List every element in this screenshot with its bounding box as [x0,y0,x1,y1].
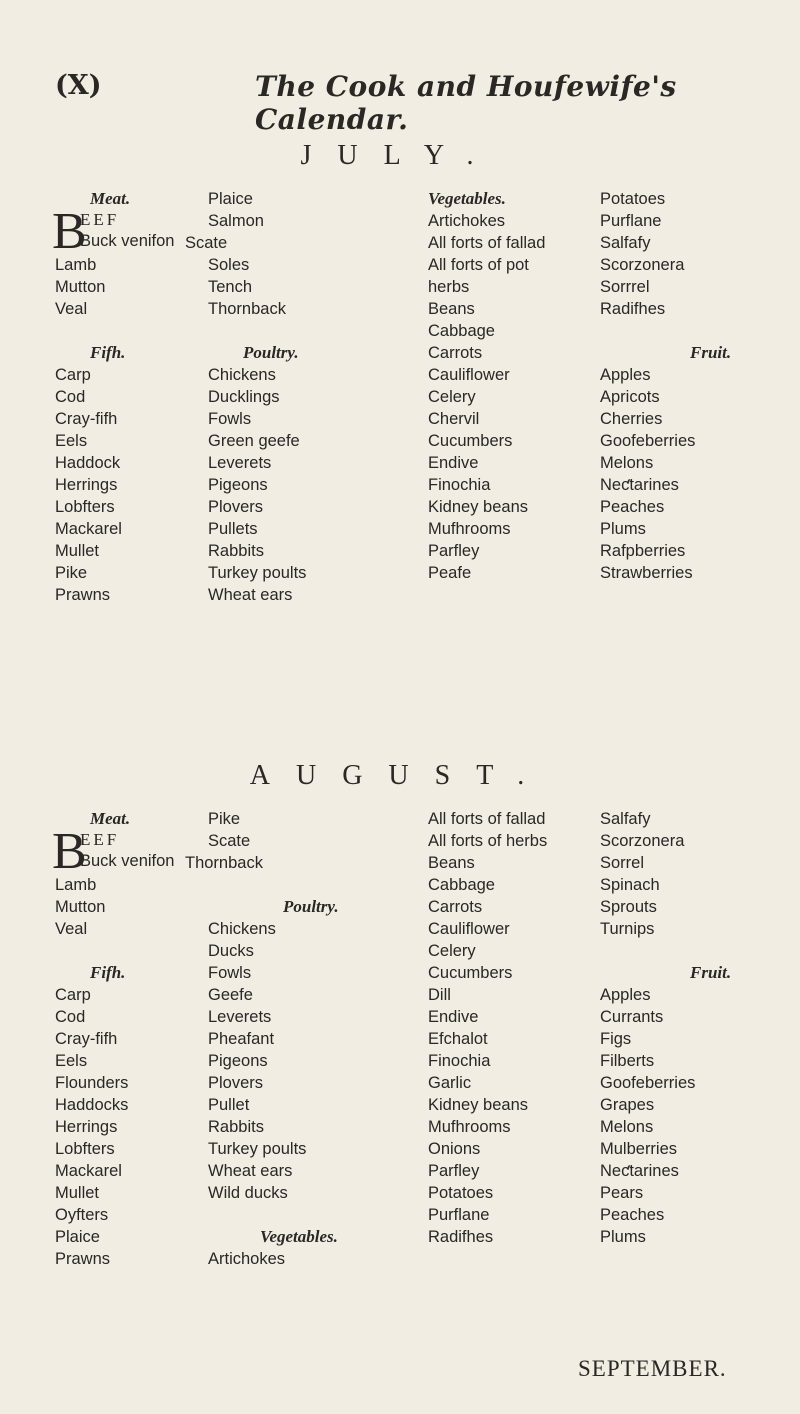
list-item: All forts of fallad [428,810,546,828]
july-beef: EEF [80,210,120,229]
july-fish-list [55,364,130,606]
list-item: Cabbage [428,322,495,340]
august-vegetables-list-2 [600,808,731,940]
august-fish-poultry-column [185,808,339,1270]
list-item: Herrings [55,1118,118,1136]
page-number: (X) [55,70,102,101]
list-item: Plums [600,1228,646,1246]
list-item: Endive [428,1008,479,1026]
list-item: All forts of herbs [428,832,548,850]
august-vegetables-column [428,808,547,1248]
august-vegetables-heading-2: Vegetables. [260,1227,338,1246]
list-item: Eels [55,1052,88,1070]
july-buck-venison: Buck venifon [80,232,175,250]
list-item: Salmon [208,212,264,230]
july-vegetables-list [428,210,545,584]
list-item: Fowls [208,964,252,982]
list-item: Ducks [208,942,254,960]
page-header [55,70,750,136]
list-item: Turkey poults [208,1140,307,1158]
august-fish-list [55,984,130,1270]
list-item: Mackarel [55,520,122,538]
list-item: Neƈtarines [600,1162,679,1180]
list-item: Carrots [428,344,483,362]
list-item: Radifhes [600,300,666,318]
list-item: Radifhes [428,1228,494,1246]
list-item: Peaches [600,498,665,516]
list-item: Cucumbers [428,964,513,982]
july-fish-heading: Fifh. [90,343,126,362]
list-item: Mulberries [600,1140,678,1158]
list-item: herbs [428,278,470,296]
list-item: Beans [428,854,475,872]
list-item: Pike [208,810,241,828]
list-item: Pullets [208,520,258,538]
list-item: Artichokes [428,212,506,230]
list-item: Scorzonera [600,832,685,850]
list-item: Neƈtarines [600,476,679,494]
list-item: Ducklings [208,388,280,406]
list-item: Goofeberries [600,432,696,450]
list-item: Wheat ears [208,1162,293,1180]
july-vegetables-list-2 [600,188,731,320]
list-item: Haddocks [55,1096,129,1114]
list-item: Purflane [428,1206,490,1224]
list-item: Chickens [208,366,276,384]
list-item: Parfley [428,542,480,560]
list-item: Chickens [208,920,276,938]
list-item: Haddock [55,454,121,472]
list-item: Apricots [600,388,660,406]
list-item: Cherries [600,410,663,428]
list-item: Wheat ears [208,586,293,604]
list-item: Apples [600,986,651,1004]
list-item: Onions [428,1140,481,1158]
list-item: Cod [55,388,86,406]
list-item: Herrings [55,476,118,494]
august-beef-dropcap: B [52,823,87,880]
list-item: Mullet [55,542,100,560]
list-item: Lamb [55,876,97,894]
list-item: Figs [600,1030,632,1048]
list-item: Kidney beans [428,1096,528,1114]
catchword: SEPTEMBER. [578,1356,727,1381]
list-item: Lamb [55,256,97,274]
list-item: Salfafy [600,234,651,252]
list-item: Thornback [185,854,263,872]
list-item: Melons [600,454,654,472]
list-item: Prawns [55,586,111,604]
list-item: Beans [428,300,475,318]
list-item: Salfafy [600,810,651,828]
list-item: Celery [428,942,476,960]
list-item: Filberts [600,1052,655,1070]
august-vegetables-list [428,808,547,1248]
list-item: Carp [55,366,91,384]
list-item: Plaice [208,190,253,208]
list-item: Spinach [600,876,660,894]
list-item: Plovers [208,1074,264,1092]
list-item: Pheafant [208,1030,275,1048]
list-item: Cucumbers [428,432,513,450]
list-item: Cray-fifh [55,1030,118,1048]
list-item: Peaches [600,1206,665,1224]
list-item: Pigeons [208,476,268,494]
list-item: Turnips [600,920,655,938]
list-item: Cray-fifh [55,410,118,428]
july-fruit-list [600,364,731,584]
list-item: Carp [55,986,91,1004]
list-item: Wild ducks [208,1184,288,1202]
list-item: All forts of pot [428,256,529,274]
list-item: Melons [600,1118,654,1136]
list-item: Mackarel [55,1162,122,1180]
list-item: Grapes [600,1096,655,1114]
list-item: Geefe [208,986,253,1004]
list-item: Pullet [208,1096,250,1114]
list-item: Sorrrel [600,278,650,296]
list-item: Scorzonera [600,256,685,274]
list-item: Scate [185,234,228,252]
list-item: Pears [600,1184,644,1202]
list-item: Dill [428,986,451,1004]
list-item: Green geefe [208,432,300,450]
list-item: Rabbits [208,1118,264,1136]
list-item: Plovers [208,498,264,516]
list-item: Garlic [428,1074,472,1092]
running-title: The Cook and Houfewife's Calendar. [255,70,677,136]
month-title-august: AUGUST. [249,760,551,791]
list-item: Pigeons [208,1052,268,1070]
list-item: Peafe [428,564,472,582]
list-item: Fowls [208,410,252,428]
list-item: Veal [55,920,88,938]
list-item: Strawberries [600,564,693,582]
list-item: Scate [208,832,251,850]
list-item: Mutton [55,898,106,916]
list-item: Sorrel [600,854,645,872]
august-meat-list [55,874,130,940]
list-item: Lobfters [55,498,115,516]
list-item: Leverets [208,454,272,472]
list-item: Cauliflower [428,366,510,384]
list-item: Finochia [428,1052,491,1070]
list-item: Celery [428,388,476,406]
list-item: Pike [55,564,88,582]
list-item: Sprouts [600,898,657,916]
list-item: Chervil [428,410,480,428]
july-poultry-heading: Poultry. [243,343,299,362]
list-item: Potatoes [428,1184,494,1202]
list-item: Mufhrooms [428,1118,511,1136]
july-beef-dropcap: B [52,203,87,260]
list-item: Endive [428,454,479,472]
august-vegetables-fruit-column [600,808,731,1248]
august-poultry-list [208,918,339,1204]
list-item: Rafpberries [600,542,686,560]
month-title-july: JULY. [300,140,500,171]
august-meat-heading: Meat. [90,809,131,828]
list-item: Lobfters [55,1140,115,1158]
list-item: Potatoes [600,190,666,208]
july-fruit-heading: Fruit. [690,343,732,362]
august-fruit-heading: Fruit. [690,963,732,982]
august-poultry-heading: Poultry. [283,897,339,916]
august-fruit-list [600,984,731,1248]
list-item: Carrots [428,898,483,916]
list-item: Plums [600,520,646,538]
august-beef: EEF [80,830,120,849]
list-item: Rabbits [208,542,264,560]
list-item: Soles [208,256,250,274]
list-item: Plaice [55,1228,100,1246]
list-item: Cauliflower [428,920,510,938]
list-item: Prawns [55,1250,111,1268]
list-item: Finochia [428,476,491,494]
list-item: Parfley [428,1162,480,1180]
list-item: Tench [208,278,253,296]
list-item: Turkey poults [208,564,307,582]
list-item: Cod [55,1008,86,1026]
list-item: Cabbage [428,876,495,894]
list-item: Eels [55,432,88,450]
list-item: Thornback [208,300,286,318]
list-item: Currants [600,1008,664,1026]
list-item: Oyfters [55,1206,109,1224]
july-meat-heading: Meat. [90,189,131,208]
july-vegetables-fruit-column [600,188,731,584]
list-item: Purflane [600,212,662,230]
list-item: Apples [600,366,651,384]
august-buck-venison: Buck venifon [80,852,175,870]
list-item: Leverets [208,1008,272,1026]
july-meat-list [55,254,130,320]
list-item: Veal [55,300,88,318]
august-fish-heading: Fifh. [90,963,126,982]
list-item: Efchalot [428,1030,488,1048]
list-item: Artichokes [208,1250,286,1268]
list-item: Flounders [55,1074,129,1092]
list-item: Mutton [55,278,106,296]
list-item: Mullet [55,1184,100,1202]
july-vegetables-heading: Vegetables. [428,189,506,208]
list-item: All forts of fallad [428,234,546,252]
list-item: Mufhrooms [428,520,511,538]
july-vegetables-column [428,188,545,584]
july-poultry-list [208,364,306,606]
list-item: Goofeberries [600,1074,696,1092]
july-fish-poultry-column [185,188,307,606]
list-item: Kidney beans [428,498,528,516]
